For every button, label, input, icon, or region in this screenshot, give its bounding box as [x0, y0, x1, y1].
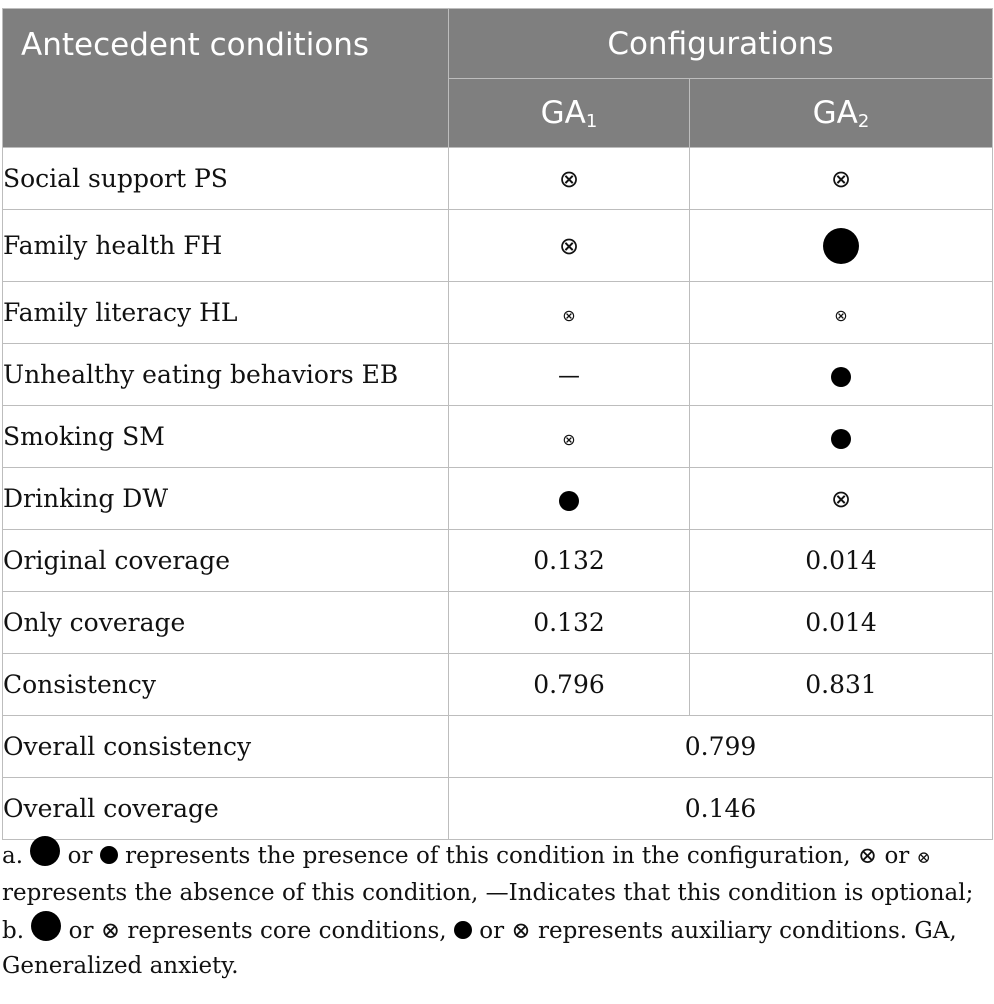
table-row — [3, 344, 993, 406]
table-footnote — [2, 836, 990, 984]
note-text: represents the absence of this condition, —Indicates that this condition is optional; b. — [2, 880, 974, 944]
present-core-icon — [823, 228, 859, 264]
note-text: or — [67, 843, 93, 869]
ga1-value: 0.132 — [449, 530, 690, 592]
absent-core-icon: ⊗ — [558, 232, 580, 260]
present-aux-icon — [454, 921, 472, 939]
present-aux-icon — [100, 846, 118, 864]
note-text: or — [479, 918, 505, 944]
absent-aux-icon: ⊗ — [562, 430, 576, 449]
row-label: Consistency — [3, 654, 449, 716]
present-core-icon — [30, 836, 60, 866]
ga1-cell — [449, 468, 690, 530]
ga1-value: 0.132 — [449, 592, 690, 654]
header-ga1: $GA_1$ — [449, 79, 690, 148]
ga2-cell — [690, 210, 993, 282]
ga2-cell — [690, 148, 993, 210]
row-label: Social support PS — [3, 148, 449, 210]
row-label: Overall consistency — [3, 716, 449, 778]
ga1-cell — [449, 282, 690, 344]
row-label: Unhealthy eating behaviors EB — [3, 344, 449, 406]
ga1-cell — [449, 344, 690, 406]
row-label: Only coverage — [3, 592, 449, 654]
row-label: Drinking DW — [3, 468, 449, 530]
absent-core-icon: ⊗ — [857, 843, 878, 869]
note-text: a. — [2, 843, 24, 869]
ga1-cell — [449, 148, 690, 210]
note-text: represents auxiliary conditions. GA, Generalized anxiety. — [2, 918, 957, 979]
header-antecedent-conditions: Antecedent conditions — [3, 9, 449, 148]
table-row — [3, 210, 993, 282]
overall-consistency-value: 0.799 — [449, 716, 993, 778]
configuration-table — [2, 8, 993, 840]
ga2-value: 0.831 — [690, 654, 993, 716]
row-label: Family health FH — [3, 210, 449, 282]
ga1-value: 0.796 — [449, 654, 690, 716]
absent-aux-icon: ⊗ — [916, 848, 931, 868]
ga1-cell — [449, 406, 690, 468]
absent-core-icon: ⊗ — [830, 485, 852, 513]
table-row — [3, 468, 993, 530]
present-core-icon — [31, 911, 61, 941]
table-row — [3, 148, 993, 210]
absent-aux-icon: ⊗ — [562, 306, 576, 325]
ga2-cell — [690, 406, 993, 468]
header-ga2: $GA_2$ — [690, 79, 993, 148]
table-row — [3, 778, 993, 840]
optional-icon: — — [558, 364, 580, 389]
row-label: Smoking SM — [3, 406, 449, 468]
table-row — [3, 592, 993, 654]
present-aux-icon — [559, 491, 579, 511]
ga2-cell — [690, 344, 993, 406]
row-label: Overall coverage — [3, 778, 449, 840]
ga1-cell — [449, 210, 690, 282]
present-aux-icon — [831, 429, 851, 449]
absent-core-icon: ⊗ — [100, 918, 121, 944]
absent-aux-icon: ⊗ — [511, 918, 531, 944]
table-row — [3, 654, 993, 716]
absent-core-icon: ⊗ — [830, 165, 852, 193]
header-configurations: Configurations — [449, 9, 993, 79]
ga2-cell — [690, 282, 993, 344]
table-row — [3, 530, 993, 592]
row-label: Family literacy HL — [3, 282, 449, 344]
absent-aux-icon: ⊗ — [834, 306, 848, 325]
ga2-cell — [690, 468, 993, 530]
table-row — [3, 716, 993, 778]
note-text: or — [68, 918, 94, 944]
table-row — [3, 282, 993, 344]
present-aux-icon — [831, 367, 851, 387]
ga2-value: 0.014 — [690, 592, 993, 654]
overall-coverage-value: 0.146 — [449, 778, 993, 840]
note-text: represents core conditions, — [127, 918, 447, 944]
table-row — [3, 406, 993, 468]
row-label: Original coverage — [3, 530, 449, 592]
absent-core-icon: ⊗ — [558, 165, 580, 193]
ga2-value: 0.014 — [690, 530, 993, 592]
note-text: represents the presence of this condition in the configuration, — [125, 843, 851, 869]
note-text: or — [884, 843, 910, 869]
